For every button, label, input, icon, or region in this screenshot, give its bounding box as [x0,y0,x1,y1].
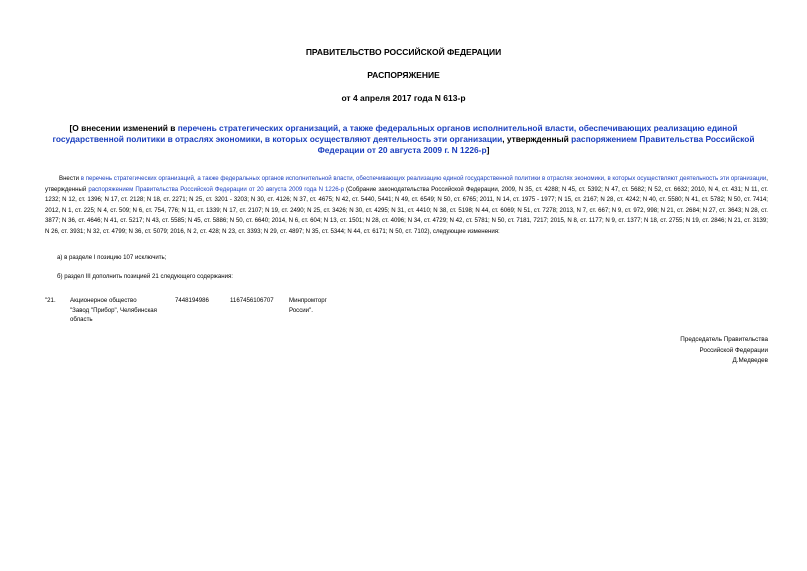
item-b: б) раздел III дополнить позицией 21 следующего содержания: [57,273,233,280]
organization-cell [70,296,157,325]
organization-line-2: "Завод "Прибор", Челябинская [70,306,157,314]
body-paragraph [45,174,768,238]
document-title [45,123,762,156]
title-close: ] [486,145,490,155]
inn-cell: 7448194986 [175,297,209,304]
body-link-order-1226[interactable]: распоряжением Правительства Российской Федерации от 20 августа 2009 года N 1226-р [88,185,345,193]
title-mid: , утвержденный [502,134,572,144]
ministry-line-2: России". [289,306,313,314]
ogrn-cell: 1167456106707 [230,297,274,304]
organization-line-1: Акционерное общество [70,297,137,304]
title-open: [О внесении изменений в [69,123,178,133]
organization-line-3: область [70,316,93,323]
document-date-number: от 4 апреля 2017 года N 613-р [341,93,466,103]
government-header: ПРАВИТЕЛЬСТВО РОССИЙСКОЙ ФЕДЕРАЦИИ [305,47,502,57]
title-link-order-1226[interactable]: распоряжением Правительства Российской Федерации от 20 августа 2009 г. N 1226-р [317,134,755,155]
signature-block [680,335,768,367]
title-link-strategic-list[interactable]: перечень стратегических организаций, а также федеральных органов исполнительной власти, обеспечивающих реализацию единой государственной политики в отраслях экономики, в которых осуществляют деятельность эти организации [52,123,738,144]
ministry-cell [289,296,327,315]
body-rest: (Собрание законодательства Российской Федерации, 2009, N 35, ст. 4288; N 45, ст. 5392; N 47, ст. 5682; N 52, ст. 6632; 2010, N 4, ст. 431; N 11, ст. 1232; N 12, ст. 1396; N 17, ст. 2128; N 18, ст. 2271; N 25, ст. 3201 - 3203; N 30, ст. 4126; N 37, ст. 4675; N 42, ст. 5440, 5441; N 49, ст. 6549; N 50, ст. 6765; 2011, N 14, ст. 1975 - 1977; N 15, ст. 2167; N 28, ст. 4242; N 40, ст. 5580; N 41, ст. 5782; N 50, ст. 7414; 2012, N 1, ст. 225; N 4, ст. 509; N 6, ст. 754, 776; N 11, ст. 1339; N 17, ст. 2107; N 19, ст. 2490; N 25, ст. 3426; N 30, ст. 4295; N 31, ст. 4410; N 38, ст. 5198; N 44, ст. 6069; N 51, ст. 7278; 2013, N 7, ст. 667; N 9, ст. 972, 998; N 21, ст. 2684; N 27, ст. 3643; N 28, ст. 3877; N 36, ст. 4646; N 41, ст. 5217; N 43, ст. 5585; N 45, ст. 5886; N 50, ст. 6640; 2014, N 6, ст. 604; N 13, ст. 1501; N 28, ст. 4096; N 34, ст. 4729; N 42, ст. 5781; N 50, ст. 7181, 7217; 2015, N 8, ст. 1177; N 9, ст. 1377; N 18, ст. 2755; N 19, ст. 2846; N 21, ст. 3139; N 26, ст. 3931; N 32, ст. 4799; N 36, ст. 5079; 2016, N 2, ст. 428; N 23, ст. 3393; N 29, ст. 4897; N 35, ст. 5344; N 44, ст. 6171; N 50, ст. 7102), следующие изменения: [45,185,769,235]
signature-name: Д.Медведев [732,357,768,364]
position-number: "21. [45,297,56,304]
body-intro: Внести [59,175,81,182]
ministry-line-1: Минпромторг [289,297,327,304]
body-link-strategic-list[interactable]: в перечень стратегических организаций, а также федеральных органов исполнительной власти, обеспечивающих реализацию единой государственной политики в отраслях экономики, в которых осуществляют деятельность эти организации [80,175,767,182]
body-mid: , утвержденный [45,175,768,193]
document-type: РАСПОРЯЖЕНИЕ [367,70,440,80]
signature-position-1: Председатель Правительства [680,336,768,343]
signature-position-2: Российской Федерации [699,346,768,354]
item-a: а) в разделе I позицию 107 исключить; [57,254,167,261]
